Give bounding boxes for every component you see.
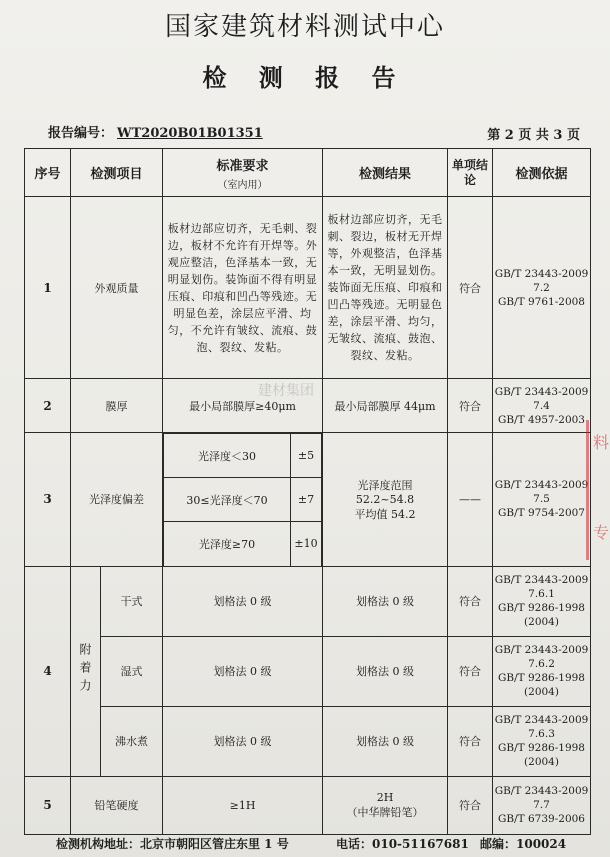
row1-basis <box>493 197 591 379</box>
report-number <box>48 122 263 141</box>
row5-basis-2: 7.7 <box>533 799 550 811</box>
table-row <box>25 197 591 379</box>
row1-basis-1: GB/T 23443-2009 <box>494 267 589 280</box>
row5-std: ≥1H <box>163 776 323 834</box>
footer <box>56 835 567 852</box>
row5-single: 符合 <box>448 776 493 834</box>
adhesion-dry-single: 符合 <box>448 566 493 636</box>
gloss-range-2: 30≤光泽度＜70 <box>164 478 291 522</box>
adhesion-wet-basis <box>493 636 591 706</box>
row5-basis-1: GB/T 23443-2009 <box>494 785 589 797</box>
header-std-sub: （室内用） <box>217 179 268 191</box>
adhesion-boil-basis-2: 7.6.3 <box>528 728 555 740</box>
table-row <box>25 566 591 636</box>
row5-item: 铅笔硬度 <box>71 776 163 834</box>
row3-basis <box>493 433 591 567</box>
adhesion-dry-std: 划格法 0 级 <box>163 566 323 636</box>
row1-std: 板材边部应切齐，无毛刺、裂边，板材不允许有开焊等。外观应整洁，色泽基本一致，无明显划伤。装饰面不得有明显压痕、印痕和凹凸等残迹。无明显色差，涂层应平滑、均匀，不允许有皱纹、流痕、鼓泡、裂纹、发粘。 <box>163 197 323 379</box>
watermark: 建材集团 <box>258 383 314 399</box>
row3-basis-1: GB/T 23443-2009 <box>494 479 589 492</box>
report-number-label: 报告编号： <box>48 126 114 141</box>
adhesion-boil-basis-1: GB/T 23443-2009 <box>494 714 589 726</box>
adhesion-wet-label: 湿式 <box>101 636 163 706</box>
adhesion-dry-label: 干式 <box>101 566 163 636</box>
row3-result <box>323 433 448 567</box>
row2-basis-3: GB/T 4957-2003 <box>498 413 585 426</box>
row2-basis-2: 7.4 <box>533 399 550 412</box>
row2-basis <box>493 379 591 433</box>
gloss-subtable <box>163 433 322 566</box>
adhesion-boil-single: 符合 <box>448 706 493 776</box>
adhesion-wet-basis-1: GB/T 23443-2009 <box>494 644 589 656</box>
row3-result-1: 光泽度范围 <box>357 478 413 492</box>
row2-result: 最小局部膜厚 44μm <box>323 379 448 433</box>
row2-std: 最小局部膜厚≥40μm <box>163 379 323 433</box>
table-row <box>25 433 591 567</box>
adhesion-boil-basis <box>493 706 591 776</box>
adhesion-dry-result: 划格法 0 级 <box>323 566 448 636</box>
row2-item: 膜厚 <box>71 379 163 433</box>
row5-result-2: （中华牌铅笔） <box>346 805 424 819</box>
row4-item <box>71 566 101 776</box>
adhesion-boil-std: 划格法 0 级 <box>163 706 323 776</box>
row1-result: 板材边部应切齐，无毛刺、裂边，板材无开焊等，外观整洁，色泽基本一致，无明显划伤。装饰面无压痕、印痕和凹凸等残迹。无明显色差，涂层平滑、均匀，无皱纹、流痕、鼓泡、裂纹、发粘。 <box>323 197 448 379</box>
row5-basis <box>493 776 591 834</box>
table-row <box>25 636 591 706</box>
row1-item: 外观质量 <box>71 197 163 379</box>
page-info: 第 2 页 共 3 页 <box>487 128 580 143</box>
adhesion-boil-label: 沸水煮 <box>101 706 163 776</box>
org-title: 国家建筑材料测试中心 <box>164 12 445 42</box>
row1-basis-3: GB/T 9761-2008 <box>498 295 585 308</box>
row4-item-label: 附着力 <box>78 642 92 697</box>
doc-title: 检 测 报 告 <box>202 63 408 92</box>
header-std <box>163 149 323 197</box>
adhesion-boil-result: 划格法 0 级 <box>323 706 448 776</box>
footer-phone: 电话：010-51167681 <box>336 837 469 851</box>
adhesion-wet-basis-4: (2004) <box>524 686 559 698</box>
adhesion-wet-result: 划格法 0 级 <box>323 636 448 706</box>
header-seq: 序号 <box>25 149 71 197</box>
adhesion-dry-basis <box>493 566 591 636</box>
row4-seq: 4 <box>25 566 71 776</box>
gloss-range-3: 光泽度≥70 <box>164 522 291 566</box>
row1-basis-2: 7.2 <box>533 281 550 294</box>
adhesion-wet-single: 符合 <box>448 636 493 706</box>
adhesion-dry-basis-3: GB/T 9286-1998 <box>498 602 585 614</box>
footer-zip: 邮编：100024 <box>480 837 567 851</box>
gloss-tol-1: ±5 <box>291 434 322 478</box>
gloss-tol-2: ±7 <box>291 478 322 522</box>
adhesion-dry-basis-4: (2004) <box>524 616 559 628</box>
adhesion-wet-std: 划格法 0 级 <box>163 636 323 706</box>
row2-seq: 2 <box>25 379 71 433</box>
header-single: 单项结论 <box>448 149 493 197</box>
adhesion-wet-basis-3: GB/T 9286-1998 <box>498 672 585 684</box>
header-row <box>25 149 591 197</box>
row3-basis-2: 7.5 <box>533 493 550 506</box>
row5-result <box>323 776 448 834</box>
row1-single: 符合 <box>448 197 493 379</box>
header-item: 检测项目 <box>71 149 163 197</box>
table-row <box>25 776 591 834</box>
footer-address: 检测机构地址：北京市朝阳区管庄东里 1 号 <box>56 837 289 851</box>
row1-seq: 1 <box>25 197 71 379</box>
row5-seq: 5 <box>25 776 71 834</box>
adhesion-boil-basis-4: (2004) <box>524 756 559 768</box>
header-basis: 检测依据 <box>493 149 591 197</box>
gloss-tol-3: ±10 <box>291 522 322 566</box>
adhesion-boil-basis-3: GB/T 9286-1998 <box>498 742 585 754</box>
adhesion-wet-basis-2: 7.6.2 <box>528 658 555 670</box>
report-number-value: WT2020B01B01351 <box>117 126 263 141</box>
gloss-range-1: 光泽度＜30 <box>164 434 291 478</box>
row3-single: —— <box>448 433 493 567</box>
row3-result-2: 52.2~54.8 <box>355 492 415 506</box>
adhesion-dry-basis-2: 7.6.1 <box>528 588 555 600</box>
adhesion-dry-basis-1: GB/T 23443-2009 <box>494 574 589 586</box>
row3-item: 光泽度偏差 <box>71 433 163 567</box>
results-table <box>24 148 591 835</box>
header-std-label: 标准要求 <box>216 158 269 174</box>
table-row <box>25 706 591 776</box>
red-seal <box>586 420 610 560</box>
seal-char-2: 专 <box>593 523 610 542</box>
row5-basis-3: GB/T 6739-2006 <box>498 813 585 825</box>
row3-std <box>163 433 323 567</box>
row3-seq: 3 <box>25 433 71 567</box>
row2-basis-1: GB/T 23443-2009 <box>494 385 589 398</box>
row3-result-3: 平均值 54.2 <box>354 507 416 521</box>
seal-char-1: 料 <box>593 433 610 452</box>
header-result: 检测结果 <box>323 149 448 197</box>
row5-result-1: 2H <box>376 790 394 804</box>
row3-basis-3: GB/T 9754-2007 <box>498 507 585 520</box>
row2-single: 符合 <box>448 379 493 433</box>
